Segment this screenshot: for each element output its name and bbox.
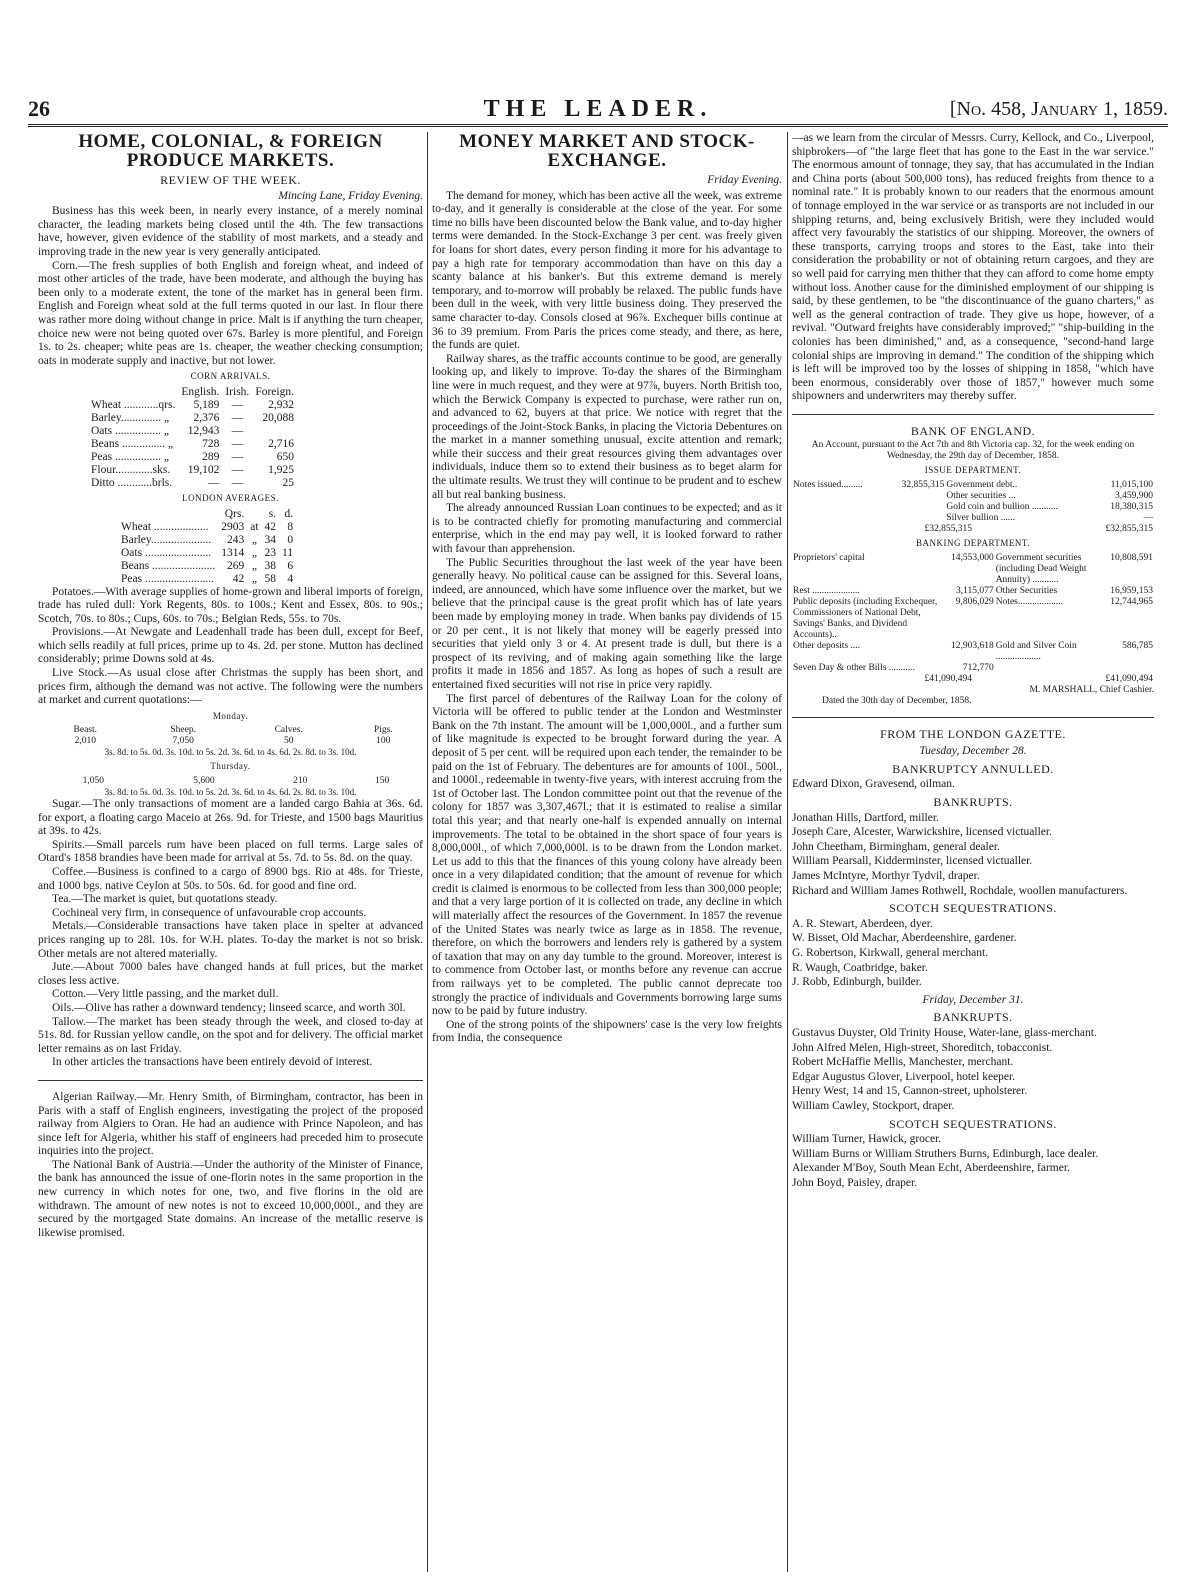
table-cell: 7,050 <box>172 736 194 747</box>
table-cell <box>252 425 297 438</box>
table-cell: Gold and Silver Coin ................... <box>995 640 1077 662</box>
table-row <box>38 736 423 747</box>
table-cell: Peas ........................ <box>121 572 214 585</box>
table-cell: 2,932 <box>268 398 294 411</box>
table-cell: 19,102 <box>187 463 220 476</box>
issue-department-title: ISSUE DEPARTMENT. <box>924 465 1022 476</box>
table-cell: 18,380,315 <box>1110 502 1153 513</box>
table-cell: Beast. <box>73 725 97 736</box>
table-cell: 12,903,618 <box>950 640 994 651</box>
column-divider <box>427 132 428 1572</box>
column-bank-gazette <box>792 132 1154 1191</box>
table-cell: 2,376 <box>193 411 220 424</box>
table-cell: 1314 <box>221 546 245 559</box>
page-header <box>28 96 1168 126</box>
list-item: Gustavus Duyster, Old Trinity House, Water-lane, glass-merchant. <box>792 1026 1097 1039</box>
scotch-sequestrations-title-2: SCOTCH SEQUESTRATIONS. <box>889 1116 1057 1131</box>
list-item: William Cawley, Stockport, draper. <box>792 1099 955 1112</box>
table-cell: Calves. <box>274 725 303 736</box>
paragraph: The National Bank of Austria.—Under the authority of the Minister of Finance, the bank has announced the issue of one-florin notes in the same proportion in the new currency in which notes for one, two, and five florins in the old are withdrawn. The amount of new notes is not to exceed 10,000,000l., and they are secured by the mortgaged State domains. An increase of the metallic reserve is likewise promised. <box>38 1158 423 1239</box>
bank-title: BANK OF ENGLAND. <box>910 423 1036 438</box>
table-cell: Sheep. <box>170 725 196 736</box>
table-cell: Wheat ............qrs. <box>91 398 176 411</box>
table-cell <box>886 513 945 524</box>
table-cell: Peas ................ „ <box>91 450 169 463</box>
review-title: REVIEW OF THE WEEK. <box>160 173 301 187</box>
london-averages-table <box>118 508 296 586</box>
list-item: R. Waugh, Coatbridge, baker. <box>792 961 928 974</box>
table-cell: „ <box>251 559 257 572</box>
table-cell: 42 <box>232 572 245 585</box>
table-cell: 0 <box>287 533 294 546</box>
table-cell: 289 <box>202 450 220 463</box>
table-cell: 38 <box>264 559 277 572</box>
table-cell: 4 <box>287 572 294 585</box>
table-cell: 11 <box>282 546 294 559</box>
table-cell: — <box>231 476 244 489</box>
table-header-row <box>88 386 297 399</box>
table-row <box>792 663 1154 674</box>
table-cell: „ <box>251 546 257 559</box>
paragraph: Tallow.—The market has been steady through the week, and closed to-day at 51s. 8d. for Russian yellow candle, on the spot and for delivery. The official market letter remains as on last Friday. <box>38 1015 423 1055</box>
column-money-market <box>432 132 782 1046</box>
corn-arrivals-table <box>88 386 297 490</box>
table-cell: Oats ....................... <box>121 546 212 559</box>
table-cell: 728 <box>202 437 220 450</box>
paragraph: The first parcel of debentures of the Railway Loan for the colony of Victoria will be offered to public tender at the London and Westminster Bank on the 7th instant. The amount will be 1,000,000l., and a further sum of like magnitude is expected to be brought forward during the year. A deposit of 5 per cent. will be required upon each tender, the remainder to be paid on the 1st of February. The debentures are for amounts of 100l., 500l., and 1000l., redeemable in twenty-five years, with interest accruing from the 1st of October last. The London committee point out that the revenue of the colony for 1857 was 3,307,467l.; that it is estimated to realise a similar total this year; and that nearly one-half is expended annually on internal improvements. The total to be obtained in the short space of four years is 8,000,000l., of which 7,000,000l. is to be drawn from the London market. Let us add to this that the finances of this young colony have already been once in a very dilapidated condition; that the amount of revenue for which credit is claimed is enormous to be collected from less than 300,000 people; and that a very large portion of it is collected on trade, any decline in which will materially affect the resources of the Government. In 1857 the revenue of the United States was nearly twice as large as in 1858. The revenue, therefore, on which the borrowers and lenders rely is gathered by a system of taxation that may on any day tumble to the ground. Moreover, interest is to commence from October last, or months before any revenue can accrue from railways yet to be completed. The public cannot deprecate too strongly the practice of individuals and Governments borrowing large sums now to be paid by future industry. <box>432 692 782 1018</box>
list-item: John Boyd, Paisley, draper. <box>792 1176 918 1189</box>
table-cell: — <box>231 437 244 450</box>
table-cell: 34 <box>264 533 277 546</box>
table-cell: 243 <box>226 533 245 546</box>
issue-totals <box>792 524 1154 535</box>
livestock-thursday-table <box>38 776 423 787</box>
table-cell: Oats ................ „ <box>91 424 169 437</box>
table-cell: Wheat ................... <box>121 520 209 533</box>
table-cell: Notes................... <box>995 596 1063 607</box>
table-cell: 5,189 <box>193 398 220 411</box>
table-cell: Notes issued......... <box>793 480 863 491</box>
section-rule <box>38 1080 423 1081</box>
table-cell: Barley..................... <box>121 533 212 546</box>
table-cell: 20,088 <box>262 411 294 424</box>
bank-intro: An Account, pursuant to the Act 7th and 8th Victoria cap. 32, for the week ending on Wednesday, the 29th day of December, 1858. <box>811 440 1135 462</box>
table-cell <box>792 491 886 502</box>
paragraph: Railway shares, as the traffic accounts continue to be good, are generally looking up, and likely to improve. To-day the shares of the Birmingham line were in much request, and they were at 97⅞, buyers. North British too, which the Berwick Company is expected to purchase, were rather run on, and advanced to 62, buyers at that price. We notice with regret that the proceedings of the Joint-Stock Banks, in placing the Victoria Debentures on the market in a manner something unusual, excite attention and remark; while their success and their great resources giving them advantages over individuals, induce them so to extend their business as to beget alarm for the ultimate results. We trust they will continue to be prudent and to eschew all but real banking business. <box>432 352 782 501</box>
table-cell <box>88 386 178 399</box>
page-number: 26 <box>28 96 50 121</box>
table-row <box>792 513 1154 524</box>
table-row <box>118 573 296 586</box>
issue-department-table <box>792 480 1154 524</box>
table-cell: 3,115,077 <box>956 585 994 596</box>
list-item: Robert McHaffie Mellis, Manchester, merchant. <box>792 1056 1014 1069</box>
banking-totals <box>792 674 1154 685</box>
thursday-prices: 3s. 8d. to 5s. 0d. 3s. 10d. to 5s. 2d. 3s. 6d. to 4s. 6d. 2s. 8d. to 3s. 10d. <box>104 787 357 798</box>
paragraph: Tea.—The market is quiet, but quotations steady. <box>52 893 278 906</box>
table-cell: 16,959,153 <box>1110 585 1153 596</box>
table-cell: — <box>231 450 244 463</box>
table-cell: 3,459,900 <box>1115 491 1153 502</box>
column-produce-markets <box>38 132 423 1240</box>
banking-department-title: BANKING DEPARTMENT. <box>916 538 1030 549</box>
table-cell: — <box>231 398 244 411</box>
table-cell <box>886 491 945 502</box>
table-cell: English. <box>181 385 220 398</box>
table-row <box>792 586 1154 597</box>
paragraph: One of the strong points of the shipowners' case is the very low freights from India, the consequence <box>432 1018 782 1045</box>
table-cell: 23 <box>264 546 277 559</box>
table-row <box>792 641 1154 663</box>
table-cell: 2,010 <box>74 736 96 747</box>
cashier-signature: M. MARSHALL, Chief Cashier. <box>1029 684 1154 695</box>
table-cell: 712,770 <box>962 662 994 673</box>
table-cell: 11,015,100 <box>1110 480 1153 491</box>
banking-department-table <box>792 553 1154 674</box>
issue-line: [No. 458, January 1, 1859. <box>949 98 1168 120</box>
table-cell: „ <box>251 533 257 546</box>
annulled-entry: Edward Dixon, Gravesend, oilman. <box>792 778 955 791</box>
header-rule <box>28 124 1168 127</box>
paragraph: Provisions.—At Newgate and Leadenhall trade has been dull, except for Beef, which sells readily at full prices, prime up to 4s. 2d. per stone. Mutton has declined considerably; prime Downs sold at 4s. <box>38 626 423 666</box>
table-cell: „ <box>251 572 257 585</box>
table-cell: 5,600 <box>193 776 215 787</box>
table-cell: Gold coin and bullion ........... <box>946 502 1058 513</box>
column-divider <box>787 132 788 1572</box>
table-row <box>792 491 1154 502</box>
paragraph: Algerian Railway.—Mr. Henry Smith, of Birmingham, contractor, has been in Paris with a staff of English engineers, investigating the project of the proposed railway from Algiers to Oran. He had an audience with Prince Napoleon, and has since left for Algeria, whither his staff of engineers had preceded him to prosecute inquiries into the project. <box>38 1090 423 1158</box>
table-cell: Government securities (including Dead Weight Annuity) ........... <box>995 552 1087 585</box>
table-cell: 2,716 <box>268 437 294 450</box>
table-row <box>88 438 297 451</box>
produce-heading: HOME, COLONIAL, & FOREIGN PRODUCE MARKETS. <box>78 131 383 171</box>
table-cell: 32,855,315 <box>901 480 945 491</box>
table-row <box>792 553 1154 586</box>
friday-date: Friday, December 31. <box>922 993 1024 1006</box>
dateline: Friday Evening. <box>707 174 782 186</box>
table-cell: Qrs. <box>224 507 245 520</box>
table-cell <box>118 508 218 521</box>
table-cell: 58 <box>264 572 277 585</box>
table-row <box>88 451 297 464</box>
table-row <box>792 502 1154 513</box>
livestock-monday-table <box>38 725 423 747</box>
list-item: J. Robb, Edinburgh, builder. <box>792 976 922 989</box>
paragraph: The Public Securities throughout the last week of the year have been generally heavy. No political cause can be assigned for this. Several loans, indeed, are announced, which have some influence over the market, but we believe that the principal cause is the great profit which has of late years been made by employing money in trade. When banks pay dividends of 15 or 20 per cent., it is not likely that money will be eagerly pressed into securities that yield only 3 or 4. At present trade is dull, but there is a prospect of its reviving, and of making again something like the large profits it made in 1856 and 1857. As long as hopes of such a result are entertained fixed securities will not rise in price very rapidly. <box>432 556 782 691</box>
paragraph: Corn.—The fresh supplies of both English and foreign wheat, and indeed of most other articles of the trade, have been moderate, and although the buying has been only to a moderate extent, the tone of the market has in general been firm. English and Foreign wheat sold at the full terms quoted in our last. In flour there was rather more doing without change in price. Malt is if anything the turn cheaper, choice new were not being quoted over 67s. Barley is more plentiful, and Foreign 1s. to 2s. cheaper; white peas are 1s. cheaper, the weather checking consumption; oats in moderate supply and inactive, but not lower. <box>38 259 423 367</box>
list-item: Henry West, 14 and 15, Cannon-street, upholsterer. <box>792 1085 1028 1098</box>
table-row <box>792 480 1154 491</box>
paragraph: The already announced Russian Loan continues to be expected; and as it is to be contracted chiefly for promoting manufacturing and commercial enterprise, which in the end may pay well, it is looked forward to rather with favour than apprehension. <box>432 502 782 556</box>
tuesday-date: Tuesday, December 28. <box>919 745 1027 758</box>
list-item: A. R. Stewart, Aberdeen, dyer. <box>792 917 933 930</box>
paragraph: Coffee.—Business is confined to a cargo of 8900 bgs. Rio at 48s. for Trieste, and 1000 bgs. native Ceylon at 50s. to 50s. 6d. for good and fine ord. <box>38 866 423 892</box>
list-item: G. Robertson, Kirkwall, general merchant. <box>792 946 989 959</box>
table-cell: Foreign. <box>255 385 294 398</box>
table-row <box>88 477 297 490</box>
table-cell: 586,785 <box>1122 640 1153 651</box>
table-cell <box>247 508 261 521</box>
banking-total-right: £41,090,494 <box>1105 673 1153 684</box>
table-cell: — <box>231 411 244 424</box>
table-header-row <box>118 508 296 521</box>
money-market-heading: MONEY MARKET AND STOCK-EXCHANGE. <box>459 131 755 171</box>
paragraph: Cochineal very firm, in consequence of unfavourable crop accounts. <box>52 906 367 919</box>
paragraph: Oils.—Olive has rather a downward tendency; linseed scarce, and worth 30l. <box>52 1001 406 1014</box>
paragraph: Potatoes.—With average supplies of home-grown and liberal imports of foreign, trade has ruled dull: York Regents, 80s. to 100s.; Kent and Essex, 80s. to 90s.; Scotch, 70s. to 80s.; Cups, 60s. to 70s.; Belgian Reds, 55s. to 70s. <box>38 585 423 625</box>
table-cell: Barley.............. „ <box>91 411 170 424</box>
table-cell: 8 <box>287 520 294 533</box>
table-cell: — <box>1143 513 1153 524</box>
list-item: Edgar Augustus Glover, Liverpool, hotel keeper. <box>792 1070 1016 1083</box>
table-header-row <box>38 725 423 736</box>
scotch-sequestrations-title: SCOTCH SEQUESTRATIONS. <box>889 901 1057 916</box>
bankrupts-title: BANKRUPTS. <box>933 795 1013 810</box>
table-cell: 6 <box>287 559 294 572</box>
paragraph: Business has this week been, in nearly every instance, of a merely nominal character, the leading markets being closed until the 4th. The few transactions have, however, given evidence of the stability of most markets, and a steady and improving trade in the new year is very generally anticipated. <box>38 205 423 258</box>
table-cell: 100 <box>376 736 391 747</box>
dateline: Mincing Lane, Friday Evening. <box>278 189 423 202</box>
london-averages-title: LONDON AVERAGES. <box>182 492 279 503</box>
table-cell: Pigs. <box>373 725 393 736</box>
paragraph: Live Stock.—As usual close after Christmas the supply has been short, and prices firm, although the demand was not active. The following were the numbers at market and current quotations:— <box>38 667 423 707</box>
paragraph: Jute.—About 7000 bales have changed hands at full prices, but the market closes less active. <box>38 961 423 987</box>
list-item: Joseph Care, Alcester, Warwickshire, licensed victualler. <box>792 826 1052 839</box>
table-row <box>118 547 296 560</box>
table-cell <box>792 502 886 513</box>
table-cell: — <box>231 463 244 476</box>
table-row <box>118 534 296 547</box>
scotch-sequestrations-list-2 <box>792 1133 1154 1190</box>
paragraph: Metals.—Considerable transactions have taken place in spelter at advanced prices ranging up to 28l. 10s. for W.H. plates. To-day the market is not so brisk. Other metals are not altered materially. <box>38 920 423 960</box>
list-item: John Cheetham, Birmingham, general dealer. <box>792 840 1000 853</box>
table-row <box>792 597 1154 641</box>
paragraph: Cotton.—Very little passing, and the market dull. <box>52 988 279 1001</box>
table-cell: Ditto ............brls. <box>91 476 173 489</box>
table-cell: 9,806,029 <box>955 596 994 607</box>
table-cell: 25 <box>282 476 294 489</box>
list-item: William Burns or William Struthers Burns, Edinburgh, lace dealer. <box>792 1147 1099 1160</box>
paragraph: Sugar.—The only transactions of moment are a landed cargo Bahia at 36s. 6d. for export, a floating cargo Maceio at 26s. 9d. for Trieste, and 1500 bags Mauritius at 39s. to 42s. <box>38 798 423 838</box>
paragraph: —as we learn from the circular of Messrs. Curry, Kellock, and Co., Liverpool, shipbrokers—of "the large fleet that has gone to the East in the war service." The enormous amount of tonnage, they say, that has accumulated in the Indian and China ports (about 500,000 tons), has reduced freights from thence to a nominal rate." It is probably known to our readers that the enormous amount of tonnage employed in the war service or as transports are not included in our shipping returns, and, being exclusively British, were they included would affect very favourably the statistics of our shipping. Moreover, the owners of these transports, carrying troops and stores to the East, take into their consideration the probability or not of obtaining return cargoes, and they are so well paid for carrying men thither that they can afford to come home empty without loss. Another cause for the diminished employment of our shipping is said, by these gentlemen, to be "the discontinuance of the guano charters," as well as the general contraction of trade. They give us hope, however, of a revival. "Outward freights have considerably improved;" "ship-building in the colonies has been diminished," and, as a consequence, "second-hand large colonial ships are improving in demand." The condition of the shipping which is left will be improved too by the losses of shipping in 1858, "which have been enormous, considerably over those of 1857," however much some shipowners and underwriters may thereby suffer. <box>792 132 1154 403</box>
corn-arrivals-title: CORN ARRIVALS. <box>190 371 271 382</box>
table-cell: 42 <box>264 520 277 533</box>
table-row <box>38 776 423 787</box>
table-row <box>88 412 297 425</box>
list-item: Richard and William James Rothwell, Rochdale, woollen manufacturers. <box>792 884 1128 897</box>
paragraph: The demand for money, which has been active all the week, was extreme to-day, and it generally is considerable at the close of the year. For some time no bills have been discounted below the Bank value, and to-day higher terms were demanded. In the Stock-Exchange 3 per cent. was freely given for loans for short dates, every person finding it more for his advantage to pay a high rate for temporary accommodation than have on this day a scanty balance at his banker's. But this extreme demand is merely temporary, and to-morrow will probably be relaxed. The public funds have been dull in the week, with very little business doing. They preserved the same character to-day. Consols closed at 96⅞. Exchequer bills continue at 36 to 39 premium. From Paris the prices come steady, and there, as here, the funds are quiet. <box>432 189 782 352</box>
dated-line: Dated the 30th day of December, 1858. <box>822 695 972 706</box>
table-cell: Flour.............sks. <box>91 463 171 476</box>
thursday-label: Thursday. <box>210 761 251 772</box>
list-item: W. Bisset, Old Machar, Aberdeenshire, gardener. <box>792 932 1017 945</box>
table-cell: — <box>231 424 244 437</box>
table-cell: 12,744,965 <box>1110 596 1153 607</box>
monday-label: Monday. <box>212 710 249 721</box>
table-row <box>118 560 296 573</box>
table-cell: Proprietors' capital <box>793 552 865 563</box>
scotch-sequestrations-list <box>792 918 1154 990</box>
table-cell: Public deposits (including Exchequer, Commissioners of National Debt, Savings' Banks, and Dividend Accounts).. <box>793 596 938 640</box>
table-cell: 210 <box>293 776 308 787</box>
bankrupts-list <box>792 812 1154 899</box>
table-cell: 1,050 <box>82 776 104 787</box>
table-cell: Silver bullion ...... <box>946 513 1015 524</box>
issue-total-right: £32,855,315 <box>1105 524 1153 535</box>
table-cell: Irish. <box>225 385 250 398</box>
table-cell: 50 <box>283 736 294 747</box>
table-cell: Seven Day & other Bills ........... <box>793 662 915 673</box>
table-cell: 1,925 <box>268 463 294 476</box>
table-cell: 150 <box>374 776 390 787</box>
table-cell <box>792 513 886 524</box>
table-cell: 10,808,591 <box>1110 552 1153 563</box>
table-cell: 12,943 <box>187 424 220 437</box>
table-cell <box>886 502 945 513</box>
banking-total-left: £41,090,494 <box>924 673 972 684</box>
list-item: James McIntyre, Morthyr Tydvil, draper. <box>792 870 980 882</box>
table-cell: s. <box>268 507 277 520</box>
table-row <box>88 464 297 477</box>
list-item: William Turner, Hawick, grocer. <box>792 1133 942 1146</box>
bankrupts-list-2 <box>792 1027 1154 1114</box>
table-row <box>88 425 297 438</box>
monday-prices: 3s. 8d. to 5s. 0d. 3s. 10d. to 5s. 2d. 3s. 6d. to 4s. 6d. 2s. 8d. to 3s. 10d. <box>104 747 357 758</box>
paragraph: Spirits.—Small parcels rum have been placed on full terms. Large sales of Otard's 1858 brandies have been made for arrival at 5s. 7d. to 5s. 8d. on the quay. <box>38 838 423 865</box>
section-rule <box>792 414 1154 415</box>
table-cell: Other deposits .... <box>793 640 861 651</box>
table-cell: Beans ............... „ <box>91 437 174 450</box>
table-cell: at <box>250 520 259 533</box>
table-cell: 650 <box>276 450 294 463</box>
table-cell <box>995 663 1110 674</box>
list-item: John Alfred Melen, High-street, Shoreditch, tobacconist. <box>792 1041 1053 1054</box>
gazette-title: FROM THE LONDON GAZETTE. <box>880 726 1066 741</box>
table-cell: — <box>207 476 220 489</box>
table-row <box>88 399 297 412</box>
table-cell: Other securities ... <box>946 491 1016 502</box>
annulled-title: BANKRUPTCY ANNULLED. <box>892 761 1054 776</box>
bankrupts-title-2: BANKRUPTS. <box>933 1010 1013 1025</box>
table-cell: Rest .................... <box>793 585 860 596</box>
table-cell: Government debt.. <box>946 480 1018 491</box>
list-item: Alexander M'Boy, South Mean Echt, Aberdeenshire, farmer. <box>792 1162 1070 1175</box>
table-cell <box>1109 663 1154 674</box>
table-cell: 269 <box>226 559 245 572</box>
list-item: William Pearsall, Kidderminster, licensed victualler. <box>792 855 1033 868</box>
table-cell: d. <box>284 507 294 520</box>
table-cell: 14,553,000 <box>950 552 994 563</box>
newspaper-title: THE LEADER. <box>483 96 713 122</box>
list-item: Jonathan Hills, Dartford, miller. <box>792 811 939 824</box>
issue-total-left: £32,855,315 <box>924 524 972 535</box>
table-cell: Beans ...................... <box>121 559 216 572</box>
paragraph: In other articles the transactions have been entirely devoid of interest. <box>52 1056 373 1069</box>
table-cell: 2903 <box>221 520 245 533</box>
section-rule <box>792 717 1154 718</box>
table-cell: Other Securities <box>995 585 1058 596</box>
table-row <box>118 521 296 534</box>
